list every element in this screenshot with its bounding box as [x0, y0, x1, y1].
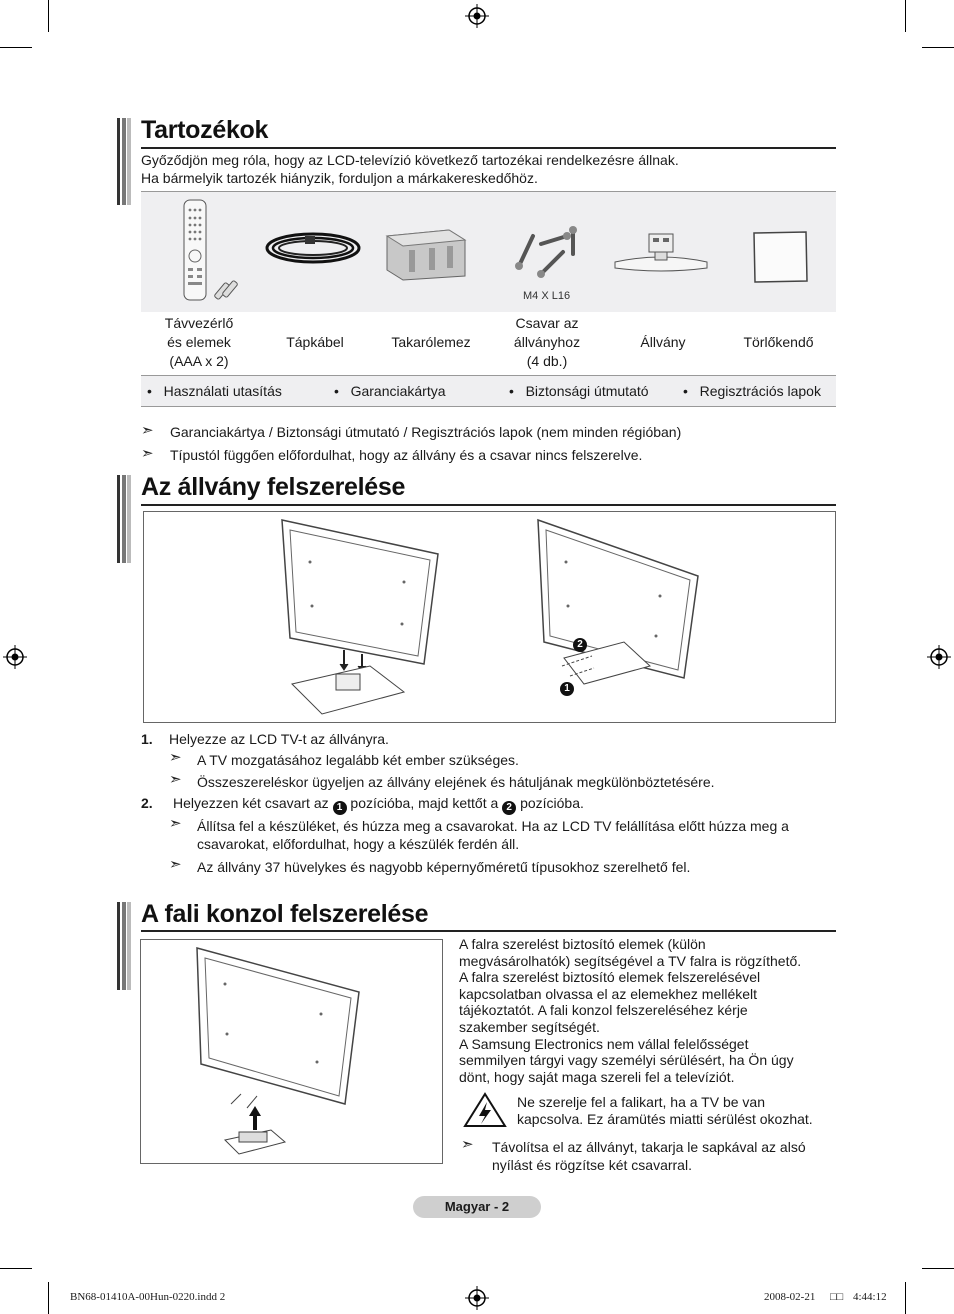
step-note: Az állvány 37 hüvelykes és nagyobb képernyőméretű típusokhoz szerelhető fel.: [197, 859, 691, 875]
accessory-label-cover-plate: Takarólemez: [391, 334, 471, 350]
wall-mount-text: A falra szerelést biztosító elemek (külön megvásárolhatók) segítségével a TV falra is rögzíthető. A falra szerelést biztosító elemek felszerelésével kapcsolatban olvassa el az elemekhez mellékelt tájékoztatót. A fali konzol felszereléséhez kérje szakember segítségét. A Samsung Electronics nem vállal felelősséget semmilyen tárgyi vagy személyi sérülésért, ha Ön úgy dönt, hogy saját maga szereli fel a televíziót.: [459, 936, 802, 1085]
tv-back-icon: [534, 516, 714, 696]
position-marker-1: 1: [560, 676, 574, 696]
accessory-label-power-cable: Tápkábel: [286, 334, 344, 350]
step-note: A TV mozgatásához legalább két ember szükséges.: [197, 752, 519, 768]
cover-plate-icon: [379, 226, 469, 282]
section-rule: [141, 930, 836, 932]
registration-mark-icon: [465, 4, 489, 28]
stand-illustration: [143, 511, 836, 723]
wall-mount-illustration: [140, 939, 443, 1164]
step-text: Helyezzen két csavart az 1 pozícióba, majd kettőt a 2 pozícióba.: [173, 795, 584, 813]
accessory-label-remote: Távvezérlő és elemek (AAA x 2): [164, 315, 234, 369]
section-marker: [117, 118, 131, 205]
print-time: 4:44:12: [853, 1291, 887, 1303]
page-number-badge: Magyar - 2: [413, 1196, 541, 1218]
accessory-label-screws: Csavar az állványhoz (4 db.): [513, 315, 581, 369]
cleaning-cloth-icon: [751, 229, 809, 285]
section-title-stand: Az állvány felszerelése: [141, 473, 406, 501]
screws-icon: [511, 222, 583, 282]
screw-spec: M4 X L16: [523, 290, 571, 302]
note-arrow-icon: ➣: [169, 771, 182, 788]
note-arrow-icon: ➣: [169, 749, 182, 766]
accessories-image-band: [141, 191, 836, 312]
step-text: Helyezze az LCD TV-t az állványra.: [169, 731, 389, 747]
tv-back-icon: [274, 516, 464, 716]
note-arrow-icon: ➣: [141, 422, 154, 439]
tv-back-icon: [189, 944, 389, 1158]
position-marker-2: 2: [573, 632, 587, 652]
accessory-note: Garanciakártya / Biztonsági útmutató / Regisztrációs lapok (nem minden régióban): [170, 424, 682, 440]
section-title-accessories: Tartozékok: [141, 116, 269, 144]
step-number: 1.: [141, 731, 153, 747]
print-date: 2008-02-21: [764, 1291, 816, 1303]
section-marker: [117, 902, 131, 990]
doc-item: • Biztonsági útmutató: [509, 383, 649, 399]
warning-icon: [463, 1092, 507, 1128]
print-glyphs: □□: [830, 1291, 844, 1303]
section-title-wall: A fali konzol felszerelése: [141, 900, 429, 928]
doc-item: • Garanciakártya: [334, 383, 446, 399]
doc-item: • Regisztrációs lapok: [683, 383, 821, 399]
print-file-info: BN68-01410A-00Hun-0220.indd 2: [70, 1291, 226, 1303]
step-note: Állítsa fel a készüléket, és húzza meg a csavarokat. Ha az LCD TV felállítása előtt húzza meg a csavarokat, előfordulhat, hogy a készülék ferdén áll.: [197, 818, 789, 852]
registration-mark-icon: [927, 645, 951, 669]
step-note: Összeszereléskor ügyeljen az állvány elejének és hátuljának megkülönböztetésére.: [197, 774, 715, 790]
accessory-label-cloth: Törlőkendő: [743, 334, 814, 350]
note-arrow-icon: ➣: [461, 1136, 474, 1153]
section-rule: [141, 147, 836, 149]
step-number: 2.: [141, 795, 153, 811]
section-marker: [117, 475, 131, 563]
doc-item: • Használati utasítás: [147, 383, 282, 399]
accessory-note: Típustól függően előfordulhat, hogy az állvány és a csavar nincs felszerelve.: [170, 447, 643, 463]
remote-control-icon: [181, 198, 243, 304]
accessory-label-stand: Állvány: [640, 334, 686, 350]
warning-text: Ne szerelje fel a falikart, ha a TV be van kapcsolva. Ez áramütés miatti sérülést okozhat.: [517, 1094, 813, 1127]
registration-mark-icon: [3, 645, 27, 669]
power-cable-icon: [263, 224, 363, 272]
registration-mark-icon: [465, 1286, 489, 1310]
accessories-intro: Győződjön meg róla, hogy az LCD-televízió következő tartozékai rendelkezésre állnak. Ha bármelyik tartozék hiányzik, forduljon a márkakereskedőhöz.: [141, 152, 679, 186]
note-arrow-icon: ➣: [169, 815, 182, 832]
note-arrow-icon: ➣: [141, 445, 154, 462]
wall-note: Távolítsa el az állványt, takarja le sapkával az alsó nyílást és rögzítse két csavarral.: [492, 1139, 806, 1173]
stand-icon: [611, 230, 711, 274]
section-rule: [141, 504, 836, 506]
note-arrow-icon: ➣: [169, 856, 182, 873]
